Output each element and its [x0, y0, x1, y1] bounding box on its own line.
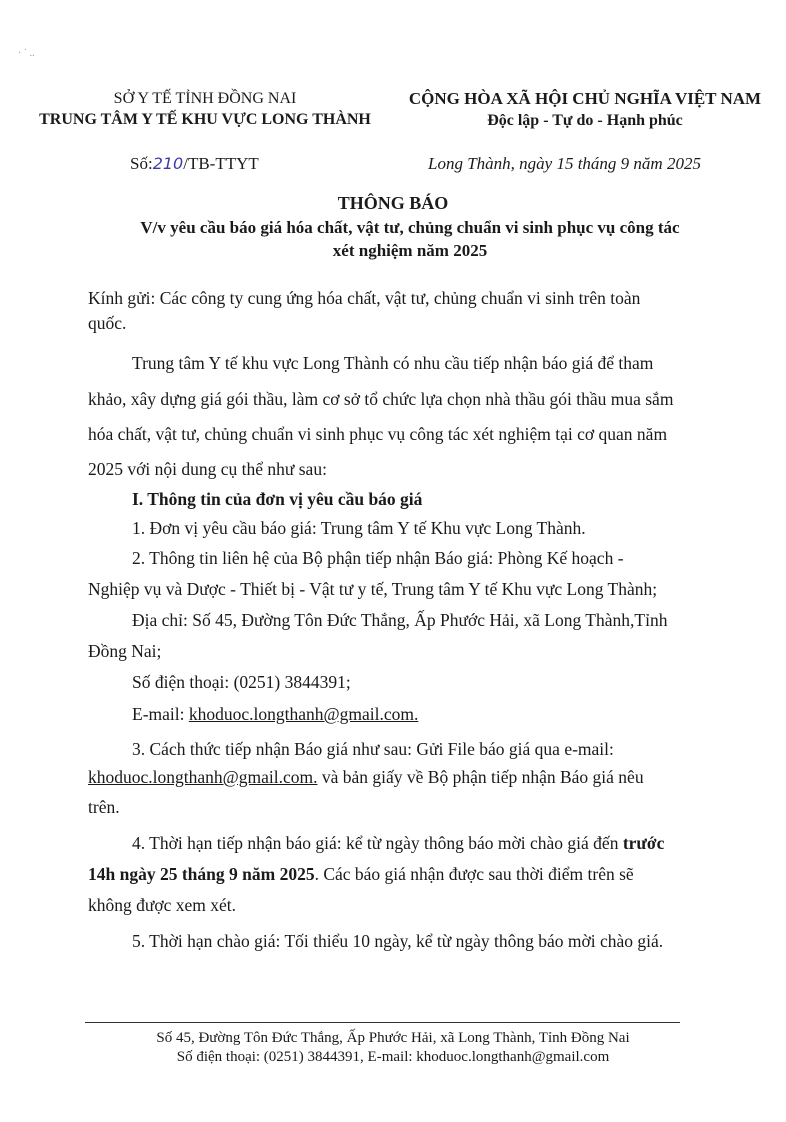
intro-line-2: khảo, xây dựng giá gói thầu, làm cơ sở tổ chức lựa chọn nhà thầu gói thầu mua sắm — [88, 389, 674, 409]
address-line-2: Đồng Nai; — [88, 641, 162, 661]
issuing-organization — [20, 88, 390, 130]
number-prefix: Số: — [130, 154, 153, 173]
item-3-line-2-rest: và bản giấy về Bộ phận tiếp nhận Báo giá nêu — [317, 767, 644, 787]
item-2-line-2: Nghiệp vụ và Dược - Thiết bị - Vật tư y tế, Trung tâm Y tế Khu vực Long Thành; — [88, 579, 658, 599]
email-line — [132, 704, 786, 725]
email-link[interactable]: khoduoc.longthanh@gmail.com. — [188, 704, 419, 724]
nation-line-1: CỘNG HÒA XÃ HỘI CHỦ NGHĨA VIỆT NAM — [408, 89, 762, 108]
footer-contact: Số điện thoại: (0251) 3844391, E-mail: khoduoc.longthanh@gmail.com — [176, 1049, 610, 1065]
document-number — [130, 154, 259, 174]
item-4-deadline: 14h ngày 25 tháng 9 năm 2025 — [88, 864, 315, 884]
scan-marks: · ˙ .. — [18, 48, 35, 59]
nation-line-2: Độc lập - Tự do - Hạnh phúc — [487, 112, 683, 129]
item-1: 1. Đơn vị yêu cầu báo giá: Trung tâm Y tế Khu vực Long Thành. — [132, 518, 586, 538]
item-4-deadline-word: trước — [622, 833, 665, 853]
recipient-line-1: Kính gửi: Các công ty cung ứng hóa chất, vật tư, chủng chuẩn vi sinh trên toàn — [88, 288, 641, 308]
intro-line-4: 2025 với nội dung cụ thể như sau: — [88, 459, 327, 479]
document-title: THÔNG BÁO — [337, 193, 449, 213]
item-3-line-2 — [88, 767, 748, 788]
item-4-line-1-start: 4. Thời hạn tiếp nhận báo giá: kể từ ngày thông báo mời chào giá đến — [132, 833, 623, 853]
item-3-email-link[interactable]: khoduoc.longthanh@gmail.com. — [88, 767, 318, 787]
recipient-line-2: quốc. — [88, 313, 127, 333]
section-1-heading: I. Thông tin của đơn vị yêu cầu báo giá — [132, 489, 423, 509]
issue-date: Long Thành, ngày 15 tháng 9 năm 2025 — [428, 154, 701, 173]
org-line-2: TRUNG TÂM Y TẾ KHU VỰC LONG THÀNH — [39, 111, 371, 128]
footer-divider — [85, 1022, 680, 1023]
item-4-line-2-rest: . Các báo giá nhận được sau thời điểm trên sẽ — [314, 864, 634, 884]
number-suffix: /TB-TTYT — [183, 154, 259, 173]
intro-line-1: Trung tâm Y tế khu vực Long Thành có nhu cầu tiếp nhận báo giá để tham — [132, 353, 654, 373]
item-3-line-1: 3. Cách thức tiếp nhận Báo giá như sau: Gửi File báo giá qua e-mail: — [132, 739, 614, 759]
document-subject — [90, 216, 730, 262]
national-motto — [395, 88, 775, 132]
address-line-1: Địa chỉ: Số 45, Đường Tôn Đức Thắng, Ấp Phước Hải, xã Long Thành,Tỉnh — [132, 610, 668, 630]
phone-line: Số điện thoại: (0251) 3844391; — [132, 672, 351, 692]
subject-line-2: xét nghiệm năm 2025 — [332, 241, 488, 260]
org-line-1: SỞ Y TẾ TỈNH ĐỒNG NAI — [113, 90, 297, 107]
item-4-line-1 — [132, 833, 786, 854]
item-4-line-2 — [88, 864, 748, 885]
intro-line-3: hóa chất, vật tư, chủng chuẩn vi sinh phục vụ công tác xét nghiệm tại cơ quan năm — [88, 424, 668, 444]
item-3-line-3: trên. — [88, 797, 120, 817]
footer-address: Số 45, Đường Tôn Đức Thắng, Ấp Phước Hải, xã Long Thành, Tỉnh Đồng Nai — [156, 1030, 630, 1046]
handwritten-number: 210 — [152, 154, 184, 173]
subject-line-1: V/v yêu cầu báo giá hóa chất, vật tư, chủng chuẩn vi sinh phục vụ công tác — [140, 218, 680, 237]
item-5: 5. Thời hạn chào giá: Tối thiểu 10 ngày, kể từ ngày thông báo mời chào giá. — [132, 931, 664, 951]
email-label: E-mail: — [132, 704, 189, 724]
item-4-line-3: không được xem xét. — [88, 895, 237, 915]
item-2-line-1: 2. Thông tin liên hệ của Bộ phận tiếp nhận Báo giá: Phòng Kế hoạch - — [132, 548, 624, 568]
